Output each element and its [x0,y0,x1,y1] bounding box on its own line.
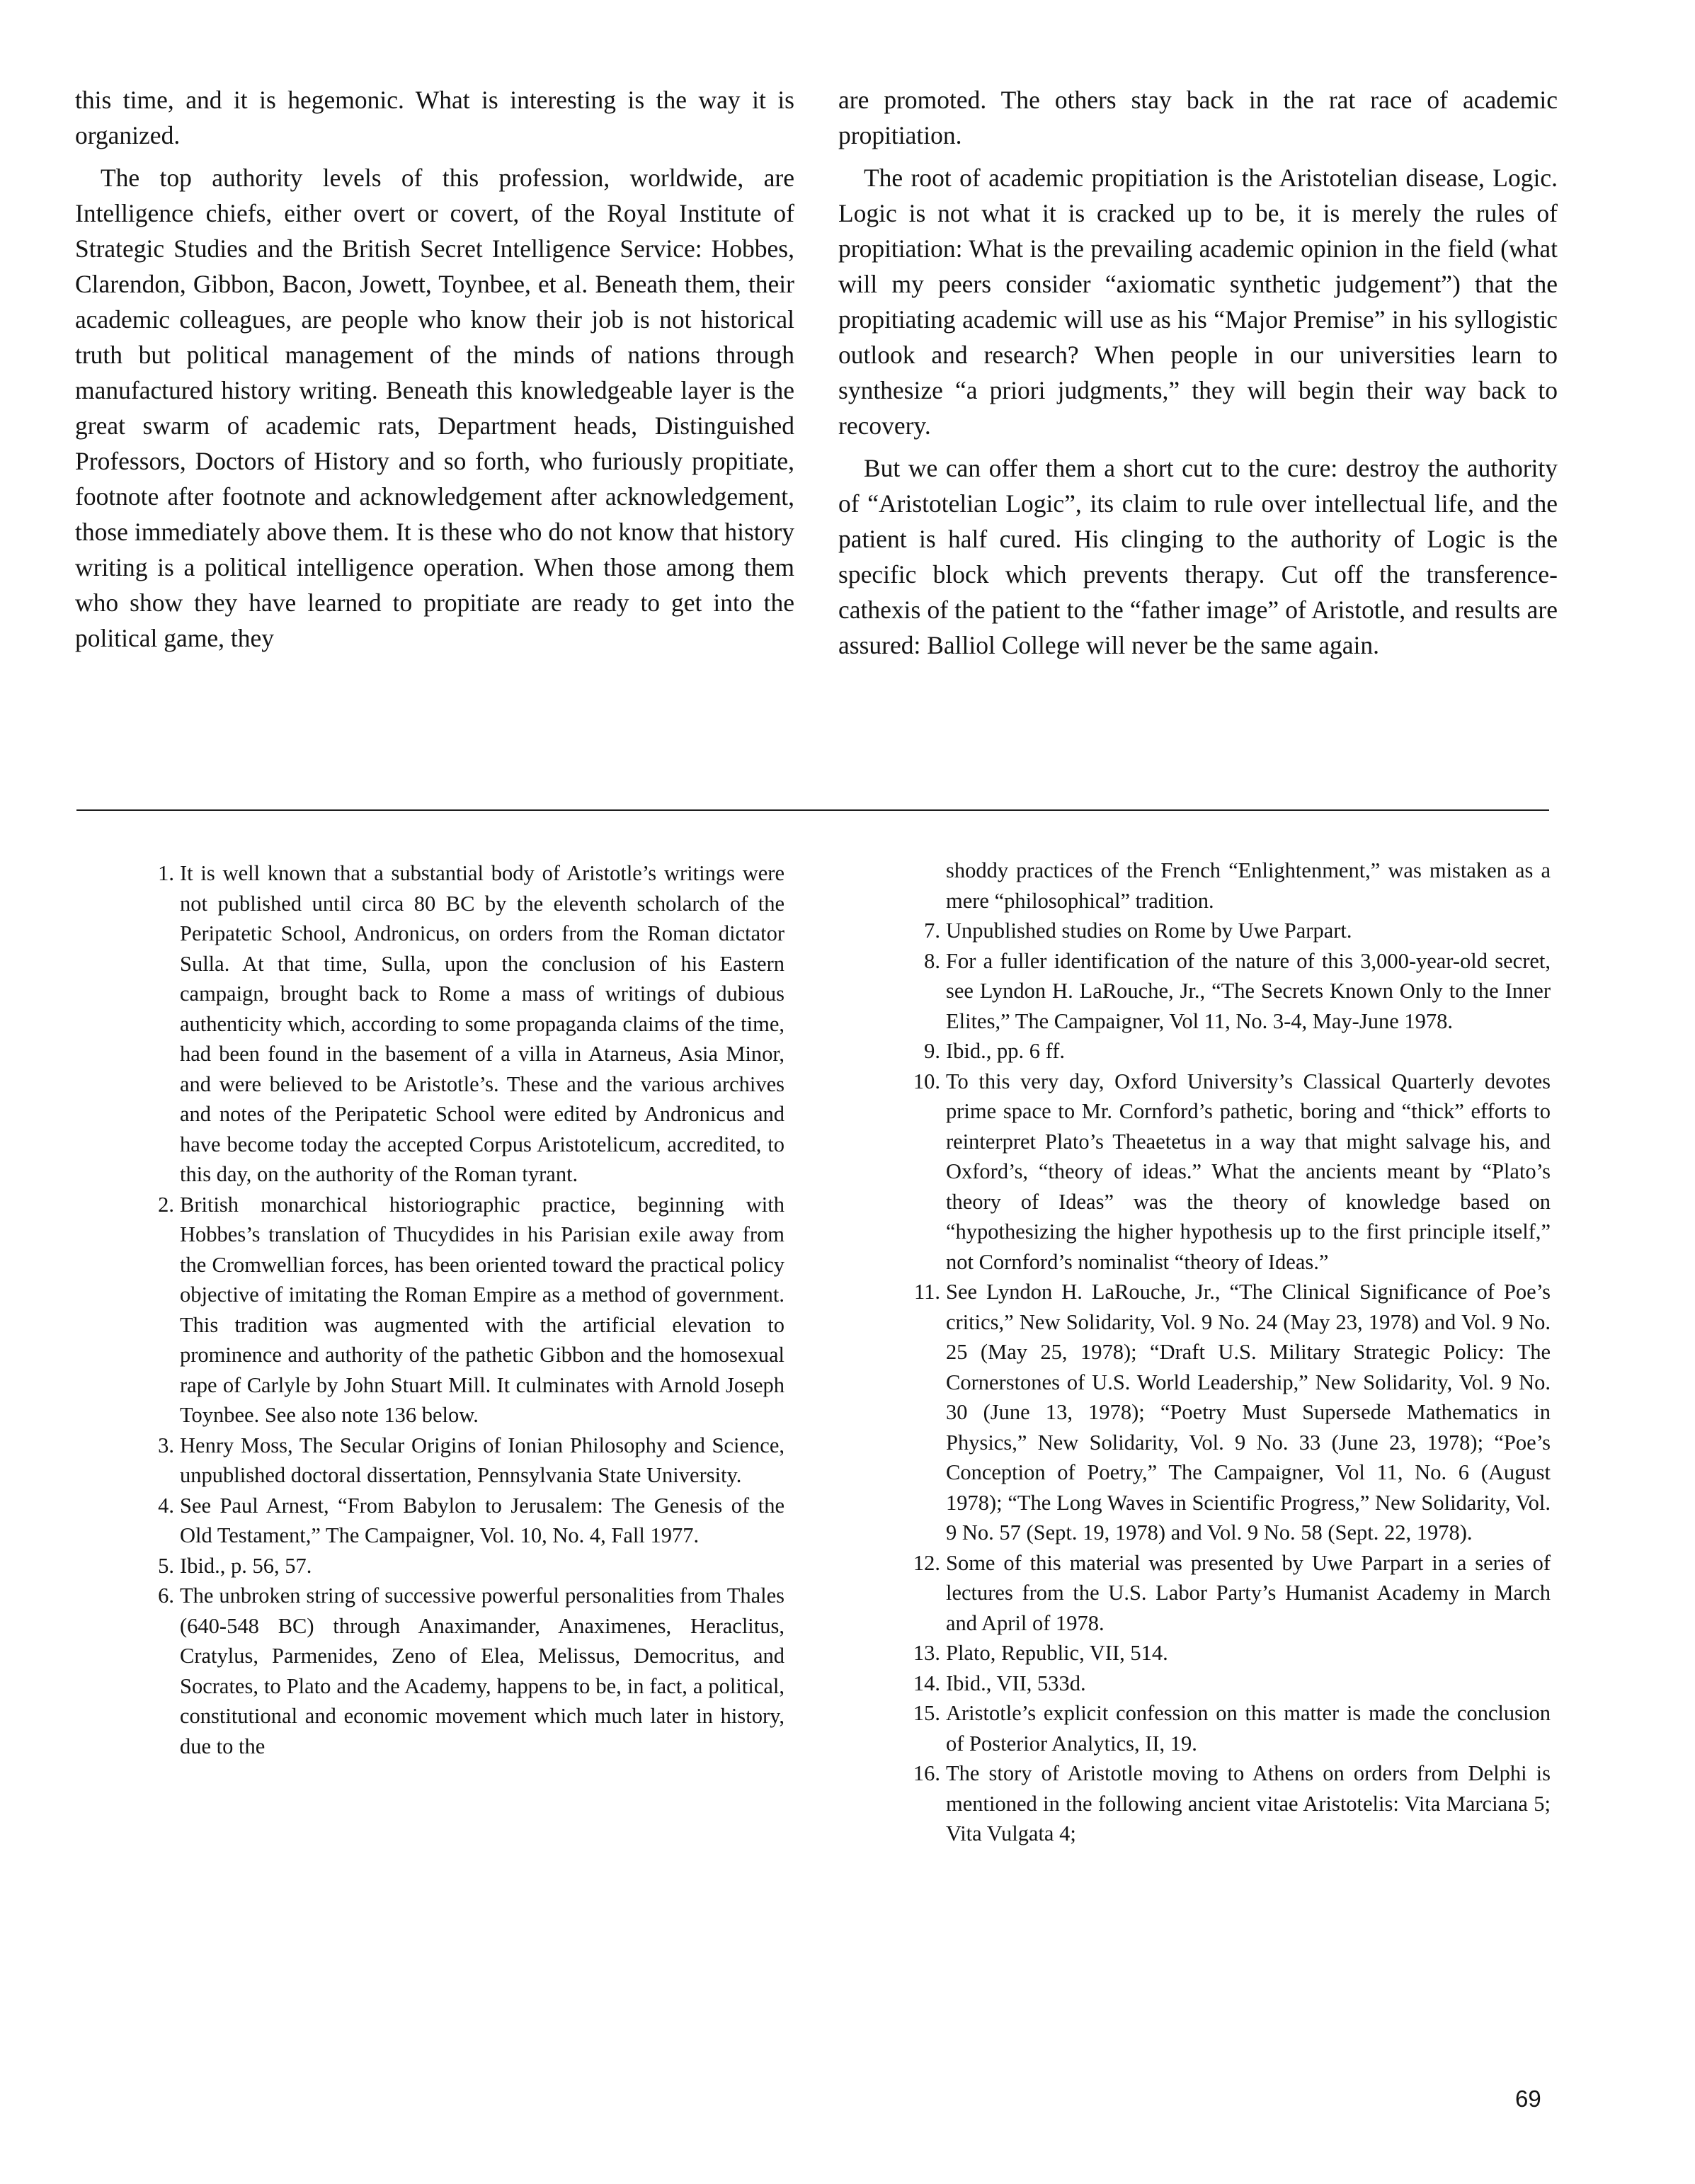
footnote-number: 2. [158,1192,174,1217]
footnote-text: Ibid., pp. 6 ff. [946,1039,1066,1063]
footnote [906,1758,1551,1849]
footnote-number: 1. [158,861,174,885]
footnote [140,1491,784,1551]
footnote-number: 9. [924,1039,940,1063]
page-number: 69 [1515,2086,1541,2112]
footnote [906,1067,1551,1278]
footnotes-column-left [140,858,784,1761]
footnote-text: For a fuller identification of the nature of this 3,000-year-old secret, see Lyndon H. LaRouche, Jr., “The Secrets Known Only to the Inner Elites,” The Campaigner, Vol 11, No. 3-4, May-June 1978. [946,948,1551,1033]
paragraph: are promoted. The others stay back in the rat race of academic propitiation. [838,86,1558,149]
footnote [140,1551,784,1581]
paragraph: But we can offer them a short cut to the cure: destroy the authority of “Aristotelian Logic”, its claim to rule over intellectual life, and the patient is half cured. His clinging to the authority of Logic is the specific block which prevents therapy. Cut off the transference-cathexis of the patient to the “father image” of Aristotle, and results are assured: Balliol College will never be the same again. [838,454,1558,659]
footnote-number: 12. [913,1550,940,1575]
footnote-number: 10. [913,1069,940,1093]
footnote-text: Plato, Republic, VII, 514. [946,1641,1168,1665]
footnote [140,1581,784,1761]
footnote-text: Henry Moss, The Secular Origins of Ionian Philosophy and Science, unpublished doctoral dissertation, Pennsylvania State University. [180,1433,784,1487]
footnote-continuation [906,855,1551,916]
footnote-divider [76,809,1549,811]
footnote [140,1190,784,1431]
footnote-text: It is well known that a substantial body of Aristotle’s writings were not published until circa 80 BC by the eleventh scholarch of the Peripatetic School, Andronicus, on orders from the Roman dictator Sulla. At that time, Sulla, upon the conclusion of his Eastern campaign, brought back to Rome a mass of writings of dubious authenticity which, according to some propaganda claims of the time, had been found in the basement of a villa in Atarneus, Asia Minor, and were believed to be Aristotle’s. These and the various archives and notes of the Peripatetic School were edited by Andronicus and have become today the accepted Corpus Aristotelicum, accredited, to this day, on the authority of the Roman tyrant. [180,861,784,1186]
footnote [906,946,1551,1037]
footnote-number: 13. [913,1641,940,1665]
footnote-text: Aristotle’s explicit confession on this matter is made the conclusion of Posterior Analytics, II, 19. [946,1701,1551,1756]
footnote-number: 8. [924,948,940,973]
footnote-text: See Paul Arnest, “From Babylon to Jerusalem: The Genesis of the Old Testament,” The Campaigner, Vol. 10, No. 4, Fall 1977. [180,1493,784,1547]
footnote [906,1036,1551,1067]
footnote-number: 14. [913,1671,940,1695]
footnote-text: Ibid., VII, 533d. [946,1671,1086,1695]
footnote [140,1431,784,1491]
footnote-text: Unpublished studies on Rome by Uwe Parpart. [946,918,1352,943]
footnote-number: 5. [158,1553,174,1578]
footnote-text: shoddy practices of the French “Enlightenment,” was mistaken as a mere “philosophical” tradition. [946,858,1551,913]
body-column-left [75,82,794,663]
footnote-number: 4. [158,1493,174,1518]
footnote [906,1668,1551,1699]
footnote-number: 11. [914,1280,940,1304]
footnote [140,858,784,1190]
footnote-text: The unbroken string of successive powerful personalities from Thales (640-548 BC) through Anaximander, Anaximenes, Heraclitus, Cratylus, Parmenides, Zeno of Elea, Melissus, Democritus, and Socrates, to Plato and the Academy, happens to be, in fact, a political, constitutional and economic movement which much later in history, due to the [180,1583,784,1758]
footnote [906,1277,1551,1548]
footnote [906,1698,1551,1758]
footnote-text: Some of this material was presented by Uwe Parpart in a series of lectures from the U.S. Labor Party’s Humanist Academy in March and April of 1978. [946,1550,1551,1635]
paragraph: this time, and it is hegemonic. What is interesting is the way it is organized. [75,86,794,149]
footnote [906,916,1551,946]
footnote-text: To this very day, Oxford University’s Classical Quarterly devotes prime space to Mr. Cornford’s pathetic, boring and “thick” efforts to reinterpret Plato’s Theaetetus in a way that might salvage his, and Oxford’s, “theory of ideas.” What the ancients meant by “Plato’s theory of Ideas” was the theory of knowledge based on “hypothesizing the higher hypothesis up to the first principle itself,” not Cornford’s nominalist “theory of Ideas.” [946,1069,1551,1274]
footnote-number: 6. [158,1583,174,1608]
footnote-text: Ibid., p. 56, 57. [180,1553,312,1578]
paragraph: The top authority levels of this profession, worldwide, are Intelligence chiefs, either overt or covert, of the Royal Institute of Strategic Studies and the British Secret Intelligence Service: Hobbes, Clarendon, Gibbon, Bacon, Jowett, Toynbee, et al. Beneath them, their academic colleagues, are people who know their job is not historical truth but political management of the minds of nations through manufactured history writing. Beneath this knowledgeable layer is the great swarm of academic rats, Department heads, Distinguished Professors, Doctors of History and so forth, who furiously propitiate, footnote after footnote and acknowledgement after acknowledgement, those immediately above them. It is these who do not know that history writing is a political intelligence operation. When those among them who show they have learned to propitiate are ready to get into the political game, they [75,164,794,652]
footnote-number: 3. [158,1433,174,1457]
footnotes-column-right [906,855,1551,1849]
footnote-text: The story of Aristotle moving to Athens on orders from Delphi is mentioned in the following ancient vitae Aristotelis: Vita Marciana 5; Vita Vulgata 4; [946,1761,1551,1845]
footnote-number: 7. [924,918,940,943]
paragraph: The root of academic propitiation is the Aristotelian disease, Logic. Logic is not what it is cracked up to be, it is merely the rules of propitiation: What is the prevailing academic opinion in the field (what will my peers consider “axiomatic synthetic judgement”) that the propitiating academic will use as his “Major Premise” in his syllogistic outlook and research? When people in our universities learn to synthesize “a priori judgments,” they will begin their way back to recovery. [838,164,1558,440]
body-column-right [838,82,1558,670]
footnote-text: British monarchical historiographic practice, beginning with Hobbes’s translation of Thucydides in his Parisian exile away from the Cromwellian forces, has been oriented toward the practical policy objective of imitating the Roman Empire as a method of government. This tradition was augmented with the artificial elevation to prominence and authority of the pathetic Gibbon and the homosexual rape of Carlyle by John Stuart Mill. It culminates with Arnold Joseph Toynbee. See also note 136 below. [180,1192,784,1427]
footnote-text: See Lyndon H. LaRouche, Jr., “The Clinical Significance of Poe’s critics,” New Solidarity, Vol. 9 No. 24 (May 23, 1978) and Vol. 9 No. 25 (May 25, 1978); “Draft U.S. Military Strategic Policy: The Cornerstones of U.S. World Leadership,” New Solidarity, Vol. 9 No. 30 (June 13, 1978); “Poetry Must Supersede Mathematics in Physics,” New Solidarity, Vol. 9 No. 33 (June 23, 1978); “Poe’s Conception of Poetry,” The Campaigner, Vol 11, No. 6 (August 1978); “The Long Waves in Scientific Progress,” New Solidarity, Vol. 9 No. 57 (Sept. 19, 1978) and Vol. 9 No. 58 (Sept. 22, 1978). [946,1280,1551,1545]
footnote [906,1638,1551,1668]
footnote-number: 16. [913,1761,940,1785]
footnote-number: 15. [913,1701,940,1725]
footnote [906,1548,1551,1639]
